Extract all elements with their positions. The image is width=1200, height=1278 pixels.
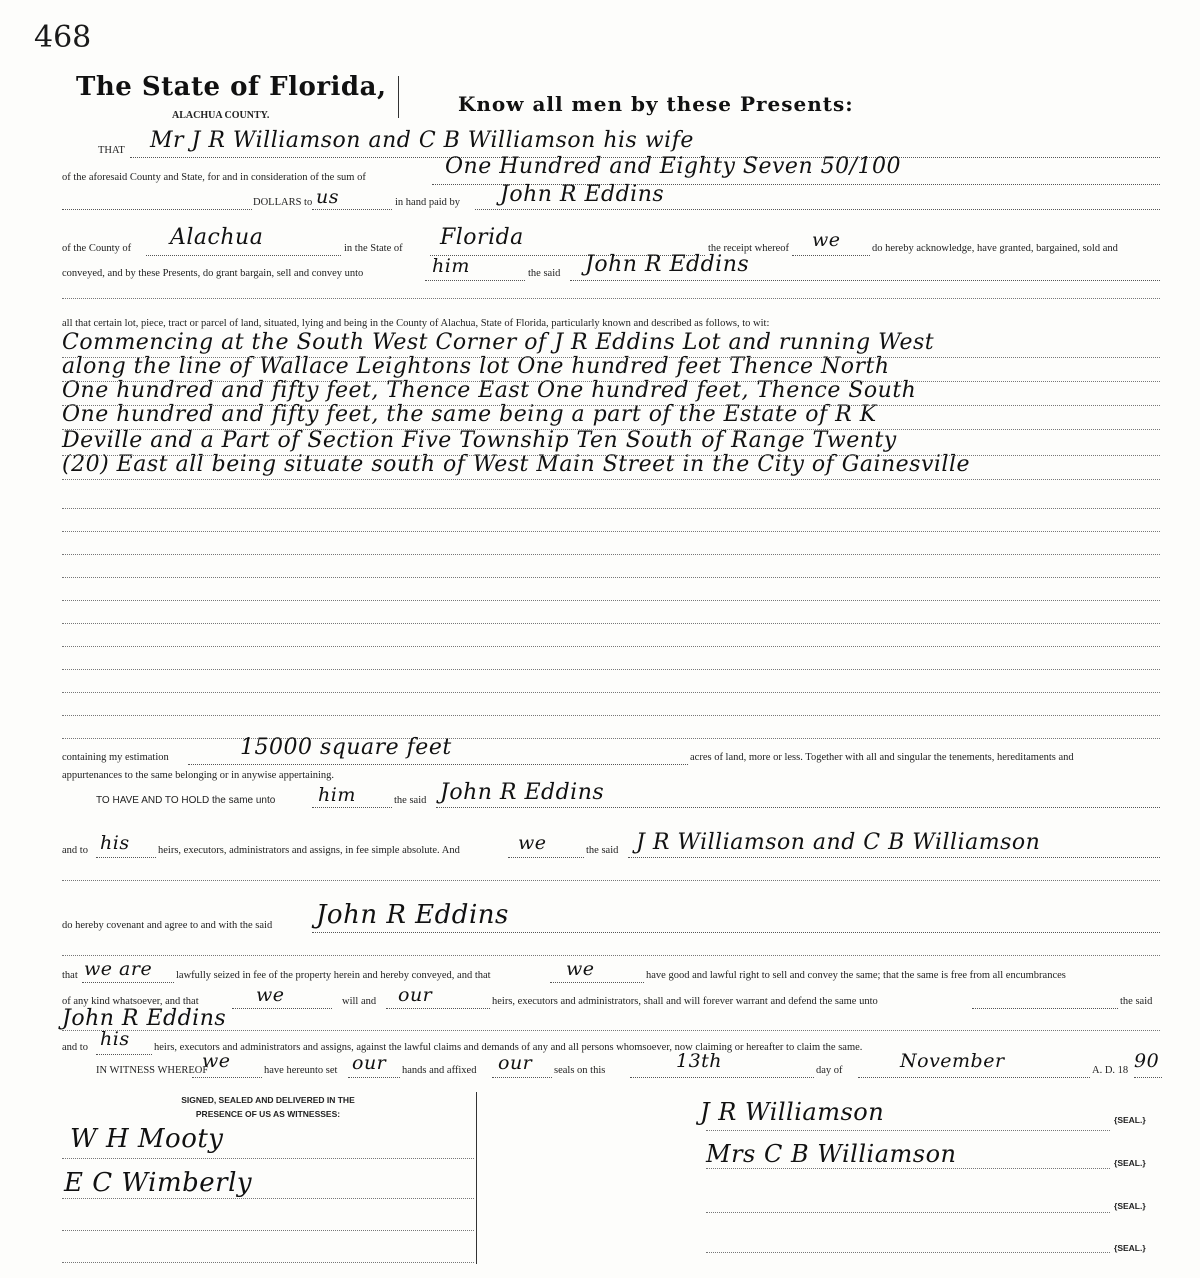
- day-number: 13th: [676, 1050, 723, 1072]
- appurtenances-label: appurtenances to the same belonging or in anywise appertaining.: [62, 770, 335, 781]
- and-to-his-2: his: [100, 1028, 130, 1050]
- of-any-label: of any kind whatsoever, and that: [62, 996, 199, 1007]
- description-line-5: Deville and a Part of Section Five Township Ten South of Range Twenty: [62, 428, 897, 453]
- grantee-name: John R Eddins: [585, 252, 750, 277]
- receipt-by: we: [812, 229, 841, 251]
- convey-unto: him: [432, 255, 470, 277]
- page-number: 468: [34, 20, 92, 55]
- will-and-our: our: [398, 984, 433, 1006]
- consideration-label: of the aforesaid County and State, for and in consideration of the sum of: [62, 172, 366, 183]
- to-have-grantee: John R Eddins: [440, 780, 605, 805]
- description-line-4: One hundred and fifty feet, the same being a part of the Estate of R K: [62, 402, 877, 427]
- day-of-label: day of: [816, 1065, 843, 1076]
- and-to-label: and to: [62, 845, 88, 856]
- month: November: [900, 1050, 1005, 1072]
- seal-4: {SEAL.}: [1114, 1243, 1146, 1253]
- witness-who: we: [202, 1050, 231, 1072]
- lawful-claims-label: heirs, executors and administrators and assigns, against the lawful claims and demands of any and all persons whomsoever, now claiming or hereafter to claim the same.: [154, 1042, 863, 1053]
- seal-label: SEAL.: [1117, 1158, 1143, 1168]
- description-line-1: Commencing at the South West Corner of J R Eddins Lot and running West: [62, 330, 935, 355]
- that-we-are: we are: [84, 958, 153, 980]
- dollars-to: us: [316, 186, 339, 208]
- seal-label: SEAL.: [1117, 1243, 1143, 1253]
- grantor-names: Mr J R Williamson and C B Williamson his wife: [150, 128, 694, 153]
- hand-paid-label: in hand paid by: [395, 197, 461, 208]
- description-line-6: (20) East all being situate south of West Main Street in the City of Gainesville: [62, 452, 971, 477]
- set-our: our: [352, 1052, 387, 1074]
- state-of-value: Florida: [440, 225, 524, 250]
- seized-label: lawfully seized in fee of the property herein and hereby conveyed, and that: [176, 970, 491, 981]
- heirs-label: heirs, executors, administrators and assigns, in fee simple absolute. And: [158, 845, 460, 856]
- witness-brace: [476, 1092, 477, 1264]
- containing-value: 15000 square feet: [240, 735, 452, 760]
- will-and-label: will and: [342, 996, 377, 1007]
- witness-name-1: W H Mooty: [70, 1124, 224, 1154]
- and-who: we: [518, 832, 547, 854]
- to-have-label: TO HAVE AND TO HOLD the same unto: [96, 795, 276, 806]
- seal-2: {SEAL.}: [1114, 1158, 1146, 1168]
- that-label: THAT: [98, 145, 125, 156]
- grantors-names: J R Williamson and C B Williamson: [636, 830, 1041, 855]
- hereunto-label: have hereunto set: [264, 1065, 338, 1076]
- signature-2: Mrs C B Williamson: [706, 1140, 957, 1168]
- warrant-label: heirs, executors and administrators, shall and will forever warrant and defend the same unto: [492, 996, 878, 1007]
- acknowledge-label: do hereby acknowledge, have granted, bargained, sold and: [872, 243, 1118, 254]
- to-have-said-label: the said: [394, 795, 427, 806]
- and-to-label-2: and to: [62, 1042, 88, 1053]
- header-brace: [398, 76, 399, 118]
- heirs-said-label: the said: [586, 845, 619, 856]
- witness-heading-2: PRESENCE OF US AS WITNESSES:: [195, 1109, 341, 1119]
- conveyed-label: conveyed, and by these Presents, do grant bargain, sell and convey unto: [62, 268, 364, 279]
- seal-label: SEAL.: [1117, 1115, 1143, 1125]
- year: 90: [1134, 1050, 1160, 1072]
- county-of-value: Alachua: [170, 225, 264, 250]
- the-said-label: the said: [528, 268, 561, 279]
- covenant-label: do hereby covenant and agree to and with the said: [62, 920, 273, 931]
- witness-heading-1: SIGNED, SEALED AND DELIVERED IN THE: [181, 1095, 355, 1105]
- seal-3: {SEAL.}: [1114, 1201, 1146, 1211]
- lot-description-label: all that certain lot, piece, tract or parcel of land, situated, lying and being in the County of Alachua, State of Florida, particularly known and described as follows, to wit:: [62, 318, 770, 329]
- witness-label: IN WITNESS WHEREOF: [96, 1065, 209, 1076]
- right-label: have good and lawful right to sell and convey the same; that the same is free from all encumbrances: [646, 970, 1066, 981]
- paid-by: John R Eddins: [500, 182, 665, 207]
- ad-label: A. D. 18: [1092, 1065, 1129, 1076]
- state-title: The State of Florida,: [76, 72, 387, 102]
- that-label-2: that: [62, 970, 78, 981]
- affixed-our: our: [498, 1052, 533, 1074]
- of-any-we: we: [256, 984, 285, 1006]
- description-line-2: along the line of Wallace Leightons lot One hundred feet Thence North: [62, 354, 890, 379]
- sum-words: One Hundred and Eighty Seven 50/100: [445, 154, 902, 179]
- warrant-to: John R Eddins: [62, 1006, 227, 1031]
- seal-label: SEAL.: [1117, 1201, 1143, 1211]
- seals-label: seals on this: [554, 1065, 606, 1076]
- witness-name-2: E C Wimberly: [64, 1168, 253, 1198]
- that-we: we: [566, 958, 595, 980]
- receipt-label: the receipt whereof: [708, 243, 790, 254]
- hands-label: hands and affixed: [402, 1065, 477, 1076]
- dollars-label: DOLLARS to: [253, 197, 313, 208]
- know-all-heading: Know all men by these Presents:: [458, 92, 854, 116]
- description-line-3: One hundred and fifty feet, Thence East One hundred feet, Thence South: [62, 378, 917, 403]
- and-to-his: his: [100, 832, 130, 854]
- containing-label: containing my estimation: [62, 752, 169, 763]
- the-said-end-label: the said: [1120, 996, 1153, 1007]
- county-heading: ALACHUA COUNTY.: [172, 110, 270, 121]
- signature-1: J R Williamson: [700, 1098, 885, 1126]
- to-have-unto: him: [318, 784, 356, 806]
- acres-label: acres of land, more or less. Together with all and singular the tenements, hereditaments and: [690, 752, 1074, 763]
- county-of-label: of the County of: [62, 243, 132, 254]
- state-of-label: in the State of: [344, 243, 403, 254]
- seal-1: {SEAL.}: [1114, 1115, 1146, 1125]
- covenant-with: John R Eddins: [316, 900, 509, 930]
